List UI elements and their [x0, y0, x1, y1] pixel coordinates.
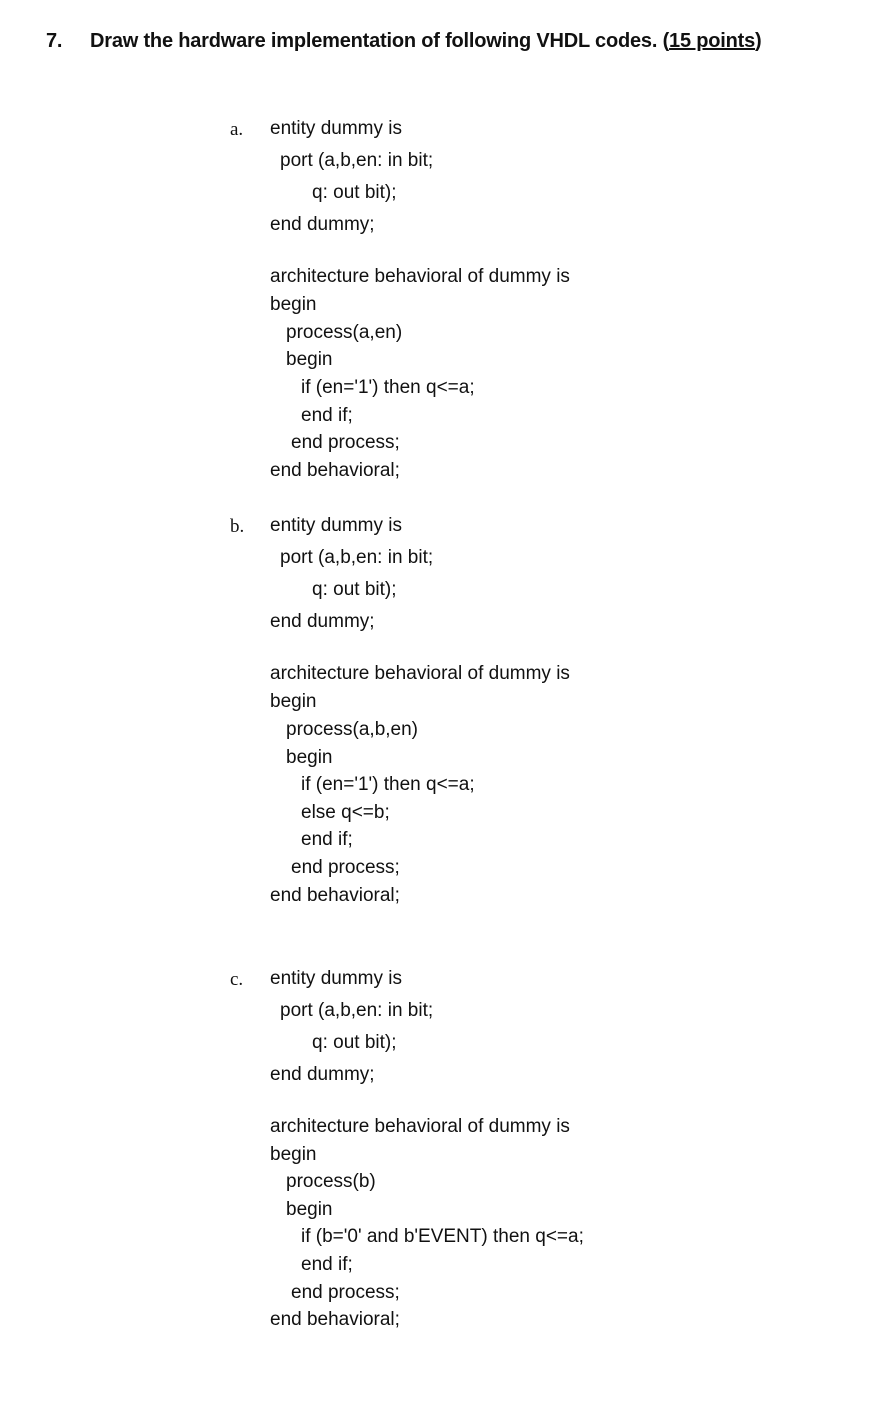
code-line: end process; [291, 432, 400, 453]
code-line: end behavioral; [270, 460, 400, 481]
code-line: port (a,b,en: in bit; [280, 1000, 434, 1021]
code-line: q: out bit); [312, 1032, 397, 1053]
code-line: port (a,b,en: in bit; [280, 547, 434, 568]
question-heading [46, 30, 762, 53]
code-line: process(a,b,en) [286, 719, 419, 740]
code-line: entity dummy is [270, 118, 402, 139]
question-text: Draw the hardware implementation of following VHDL codes. [90, 30, 658, 52]
code-line: else q<=b; [301, 802, 390, 823]
code-line: end if; [301, 1254, 353, 1275]
code-line: architecture behavioral of dummy is [270, 266, 570, 287]
code-line: begin [286, 349, 333, 370]
code-line: end process; [291, 1282, 400, 1303]
code-line: port (a,b,en: in bit; [280, 150, 434, 171]
part-b-label: b. [230, 516, 245, 537]
code-line: q: out bit); [312, 182, 397, 203]
code-line: end dummy; [270, 214, 375, 235]
code-line: q: out bit); [312, 579, 397, 600]
code-line: if (en='1') then q<=a; [301, 774, 475, 795]
code-line: begin [270, 691, 317, 712]
code-line: end behavioral; [270, 885, 400, 906]
code-line: end if; [301, 405, 353, 426]
code-line: entity dummy is [270, 968, 402, 989]
code-line: begin [270, 1144, 317, 1165]
code-line: if (b='0' and b'EVENT) then q<=a; [301, 1226, 584, 1247]
part-a-label: a. [230, 119, 244, 140]
question-number: 7. [46, 30, 63, 52]
code-line: entity dummy is [270, 515, 402, 536]
code-line: process(a,en) [286, 322, 403, 343]
code-line: architecture behavioral of dummy is [270, 663, 570, 684]
code-line: if (en='1') then q<=a; [301, 377, 475, 398]
points-value: 15 points [669, 30, 756, 52]
points-open-paren: ( [662, 30, 670, 52]
code-line: end behavioral; [270, 1309, 400, 1330]
code-line: end process; [291, 857, 400, 878]
code-line: end if; [301, 829, 353, 850]
code-line: architecture behavioral of dummy is [270, 1116, 570, 1137]
code-line: begin [286, 1199, 333, 1220]
code-line: end dummy; [270, 611, 375, 632]
code-line: end dummy; [270, 1064, 375, 1085]
part-c-label: c. [230, 969, 244, 990]
code-line: process(b) [286, 1171, 376, 1192]
code-line: begin [270, 294, 317, 315]
points-close-paren: ) [755, 30, 762, 52]
code-line: begin [286, 747, 333, 768]
